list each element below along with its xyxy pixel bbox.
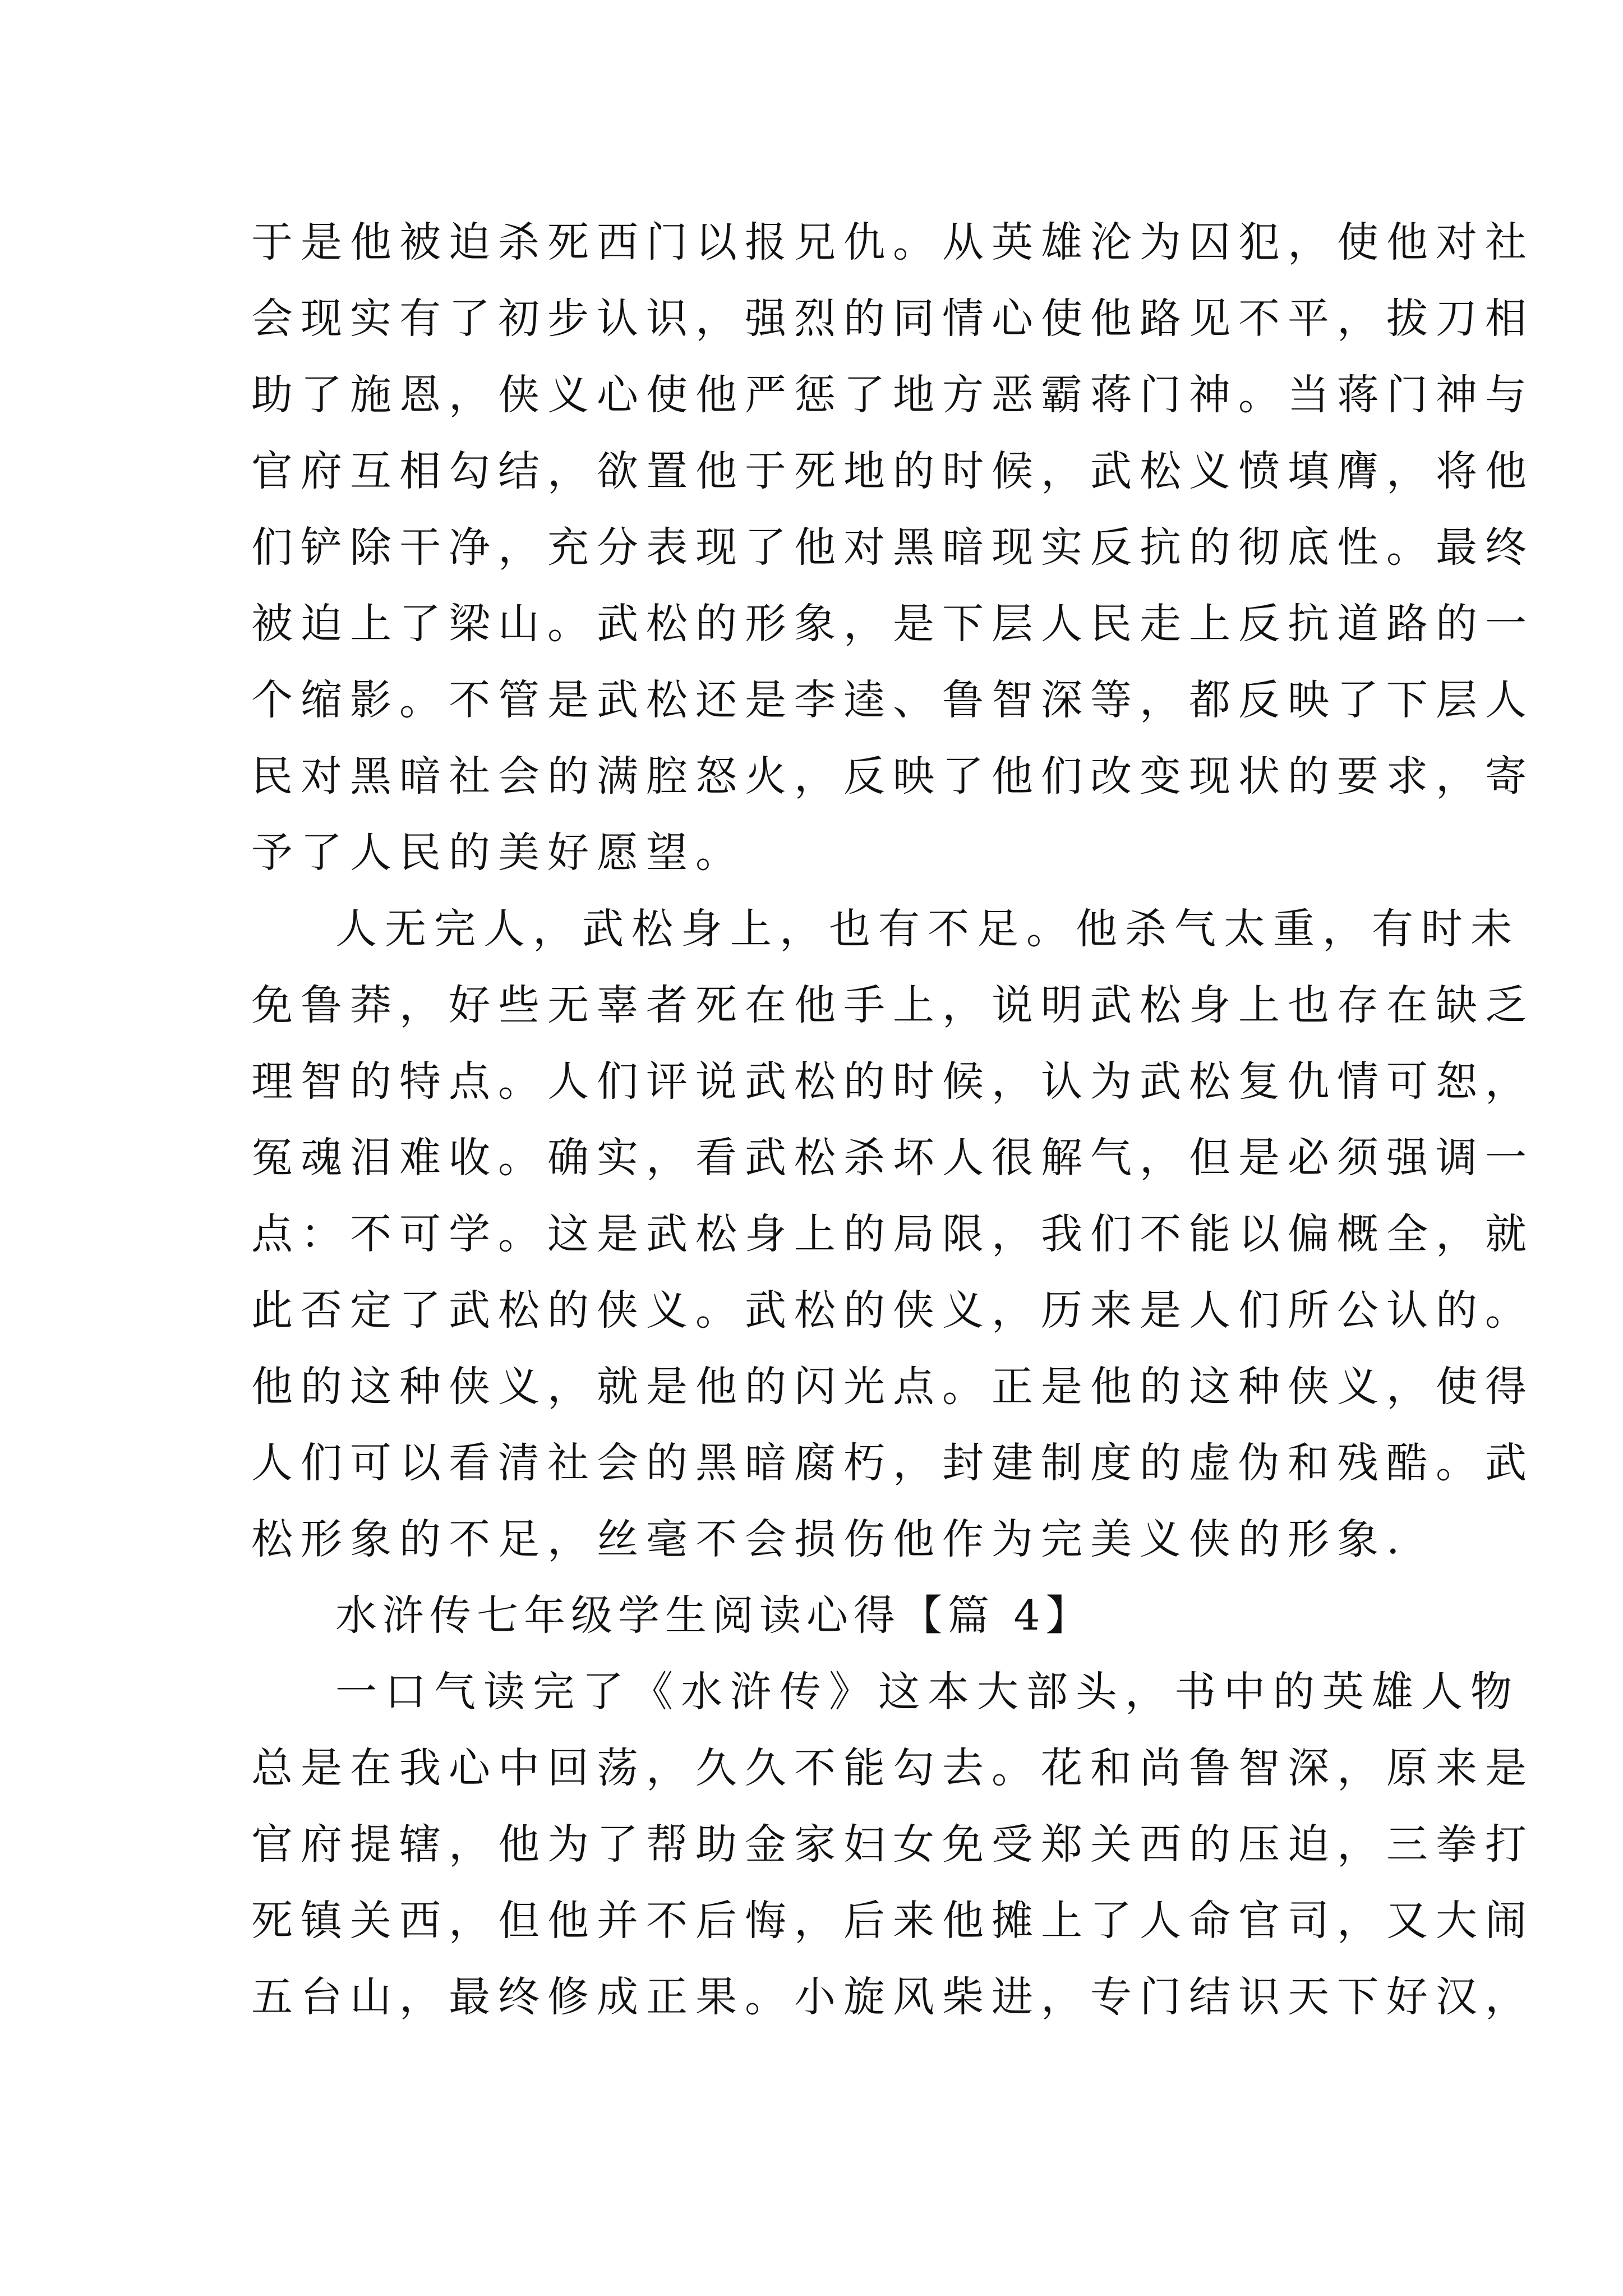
paragraph-1-line-4: 官府互相勾结，欲置他于死地的时候，武松义愤填膺，将他 bbox=[251, 447, 1534, 495]
paragraph-1-line-3: 助了施恩，侠义心使他严惩了地方恶霸蒋门神。当蒋门神与 bbox=[251, 371, 1534, 419]
paragraph-3-line-5: 五台山，最终修成正果。小旋风柴进，专门结识天下好汉， bbox=[251, 1973, 1534, 2021]
paragraph-1-line-2: 会现实有了初步认识，强烈的同情心使他路见不平，拔刀相 bbox=[251, 295, 1534, 343]
paragraph-2-line-9: 松形象的不足，丝毫不会损伤他作为完美义侠的形象. bbox=[251, 1515, 1408, 1563]
paragraph-3-line-1: 一口气读完了《水浒传》这本大部头，书中的英雄人物 bbox=[335, 1668, 1520, 1716]
paragraph-1-line-6: 被迫上了梁山。武松的形象，是下层人民走上反抗道路的一 bbox=[251, 600, 1534, 648]
paragraph-2-line-6: 此否定了武松的侠义。武松的侠义，历来是人们所公认的。 bbox=[251, 1286, 1534, 1335]
paragraph-1-line-9: 予了人民的美好愿望。 bbox=[251, 829, 745, 877]
paragraph-2-line-7: 他的这种侠义，就是他的闪光点。正是他的这种侠义，使得 bbox=[251, 1363, 1534, 1411]
section-heading: 水浒传七年级学生阅读心得【篇 4】 bbox=[335, 1591, 1093, 1640]
paragraph-2-line-1: 人无完人，武松身上，也有不足。他杀气太重，有时未 bbox=[335, 905, 1520, 953]
paragraph-1-line-7: 个缩影。不管是武松还是李逵、鲁智深等，都反映了下层人 bbox=[251, 676, 1534, 724]
paragraph-2-line-2: 免鲁莽，好些无辜者死在他手上，说明武松身上也存在缺乏 bbox=[251, 981, 1534, 1029]
paragraph-3-line-2: 总是在我心中回荡，久久不能勾去。花和尚鲁智深，原来是 bbox=[251, 1744, 1534, 1792]
paragraph-2-line-5: 点：不可学。这是武松身上的局限，我们不能以偏概全，就 bbox=[251, 1210, 1534, 1258]
paragraph-1-line-5: 们铲除干净，充分表现了他对黑暗现实反抗的彻底性。最终 bbox=[251, 523, 1534, 572]
paragraph-3-line-3: 官府提辖，他为了帮助金家妇女免受郑关西的压迫，三拳打 bbox=[251, 1820, 1534, 1869]
paragraph-1-line-1: 于是他被迫杀死西门以报兄仇。从英雄沦为囚犯，使他对社 bbox=[251, 218, 1534, 266]
paragraph-1-line-8: 民对黑暗社会的满腔怒火，反映了他们改变现状的要求，寄 bbox=[251, 752, 1534, 800]
paragraph-3-line-4: 死镇关西，但他并不后悔，后来他摊上了人命官司，又大闹 bbox=[251, 1897, 1534, 1945]
paragraph-2-line-3: 理智的特点。人们评说武松的时候，认为武松复仇情可恕， bbox=[251, 1057, 1534, 1106]
paragraph-2-line-8: 人们可以看清社会的黑暗腐朽，封建制度的虚伪和残酷。武 bbox=[251, 1439, 1534, 1487]
paragraph-2-line-4: 冤魂泪难收。确实，看武松杀坏人很解气，但是必须强调一 bbox=[251, 1134, 1534, 1182]
